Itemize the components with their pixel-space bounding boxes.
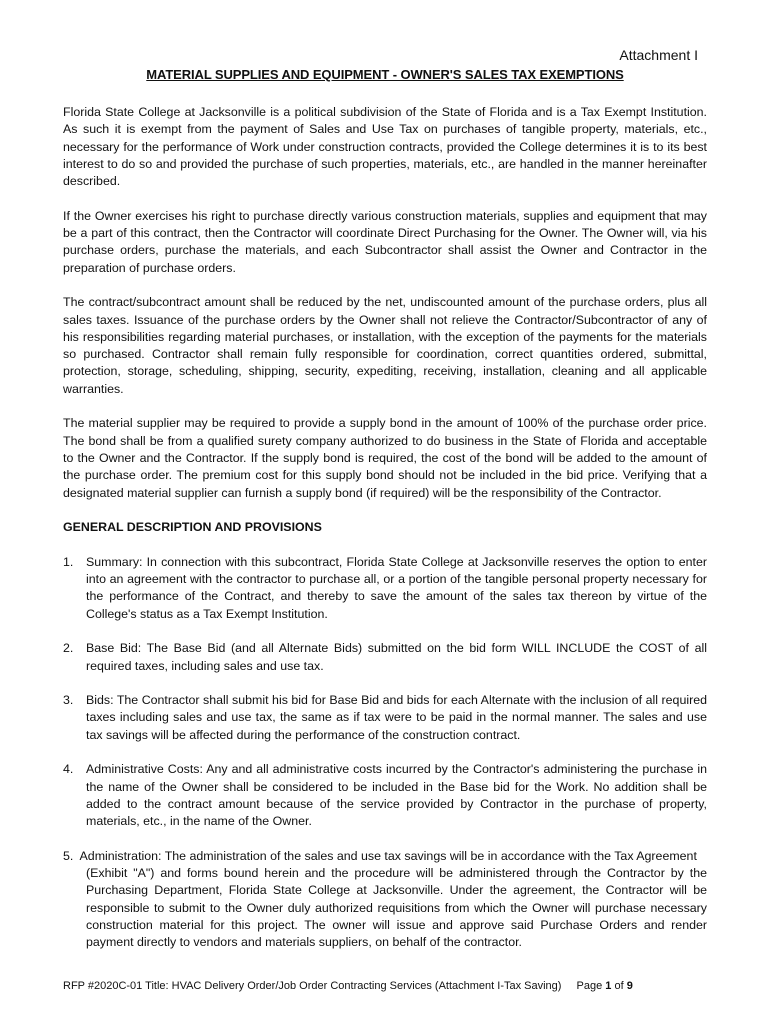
list-item-5-first-line	[63, 848, 707, 865]
list-item	[63, 692, 707, 744]
list-item-5-heading: Administration: The administration of the sales and use tax savings will be in accordance with the Tax Agreement	[79, 848, 697, 863]
list-item	[63, 761, 707, 830]
paragraph: Florida State College at Jacksonville is a political subdivision of the State of Florida and is a Tax Exempt Institution. As such it is exempt from the payment of Sales and Use Tax on purchases of tangible property, materials, etc., necessary for the performance of Work under construction contracts, provided the College determines it is to its best interest to do so and provided the purchase of such properties, materials, etc., are handled in the manner hereinafter described.	[63, 105, 707, 189]
list-item-number: 5.	[63, 848, 74, 863]
list-item-5	[63, 848, 707, 952]
paragraph: If the Owner exercises his right to purchase directly various construction materials, supplies and equipment that may be a part of this contract, then the Contractor will coordinate Direct Purchasing for the Owner. The Owner will, via his purchase orders, purchase the materials, and each Subcontractor shall assist the Owner and Contractor in the preparation of purchase orders.	[63, 208, 707, 275]
footer-rfp-title: RFP #2020C-01 Title: HVAC Delivery Order/Job Order Contracting Services (Attachment I-Tax Saving)	[63, 980, 562, 992]
list-item-text: Summary: In connection with this subcontract, Florida State College at Jacksonville reserves the option to enter into an agreement with the contractor to purchase all, or a portion of the tangible personal property necessary for the performance of the Contract, and thereby to save the amount of the sales tax thereon by virtue of the College's status as a Tax Exempt Institution.	[86, 554, 707, 621]
paragraph: The material supplier may be required to provide a supply bond in the amount of 100% of the purchase order price. The bond shall be from a qualified surety company authorized to do business in the State of Florida and acceptable to the Owner and the Contractor. If the supply bond is required, the cost of the bond will be added to the amount of the purchase order. The premium cost for this supply bond should not be included in the bid price. Verifying that a designated material supplier can furnish a supply bond (if required) will be the responsibility of the Contractor.	[63, 416, 707, 500]
list-item-number: 4.	[63, 762, 74, 777]
of-label: of	[614, 980, 624, 992]
document-body	[63, 104, 707, 952]
list-item-number: 1.	[63, 554, 74, 569]
list-item-text: Base Bid: The Base Bid (and all Alternate Bids) submitted on the bid form WILL INCLUDE the COST of all required taxes, including sales and use tax.	[86, 641, 707, 673]
list-item-number: 3.	[63, 693, 74, 708]
total-pages: 9	[626, 980, 633, 992]
list-item-number: 2.	[63, 641, 74, 656]
page-label: Page	[576, 980, 603, 992]
list-item-text: Administrative Costs: Any and all administrative costs incurred by the Contractor's administering the purchase in the name of the Owner shall be considered to be included in the Base bid for the Work. No addition shall be added to the contract amount because of the service provided by Contractor in the purchase of property, materials, etc., in the name of the Owner.	[86, 762, 707, 829]
list-item-5-continuation: (Exhibit "A") and forms bound herein and the procedure will be administered through the Contractor by the Purchasing Department, Florida State College at Jacksonville. Under the agreement, the Contractor will be responsible to submit to the Owner duly authorized requisitions from which the Owner will purchase necessary construction material for this project. The owner will issue and approve said Purchase Orders and render payment directly to vendors and materials suppliers, on behalf of the contractor.	[86, 866, 707, 950]
list-item	[63, 554, 707, 623]
document-title: MATERIAL SUPPLIES AND EQUIPMENT - OWNER'S SALES TAX EXEMPTIONS	[146, 67, 624, 82]
section-heading: GENERAL DESCRIPTION AND PROVISIONS	[63, 520, 322, 535]
current-page: 1	[605, 980, 612, 992]
attachment-label: Attachment I	[619, 47, 698, 63]
list-item-text: Bids: The Contractor shall submit his bid for Base Bid and bids for each Alternate with the inclusion of all required taxes including sales and use tax, the same as if tax were to be paid in the normal manner. The sales and use tax savings will be affected during the performance of the construction contract.	[86, 693, 707, 742]
page-number	[577, 980, 633, 992]
page-footer	[63, 980, 633, 992]
list-item	[63, 640, 707, 675]
paragraph: The contract/subcontract amount shall be reduced by the net, undiscounted amount of the purchase orders, plus all sales taxes. Issuance of the purchase orders by the Owner shall not relieve the Contractor/Subcontractor of any of his responsibilities regarding material purchases, or installation, with the exception of the payments for the materials so purchased. Contractor shall remain fully responsible for coordination, correct quantities ordered, submittal, protection, storage, scheduling, shipping, security, expediting, receiving, installation, cleaning and all applicable warranties.	[63, 295, 707, 396]
